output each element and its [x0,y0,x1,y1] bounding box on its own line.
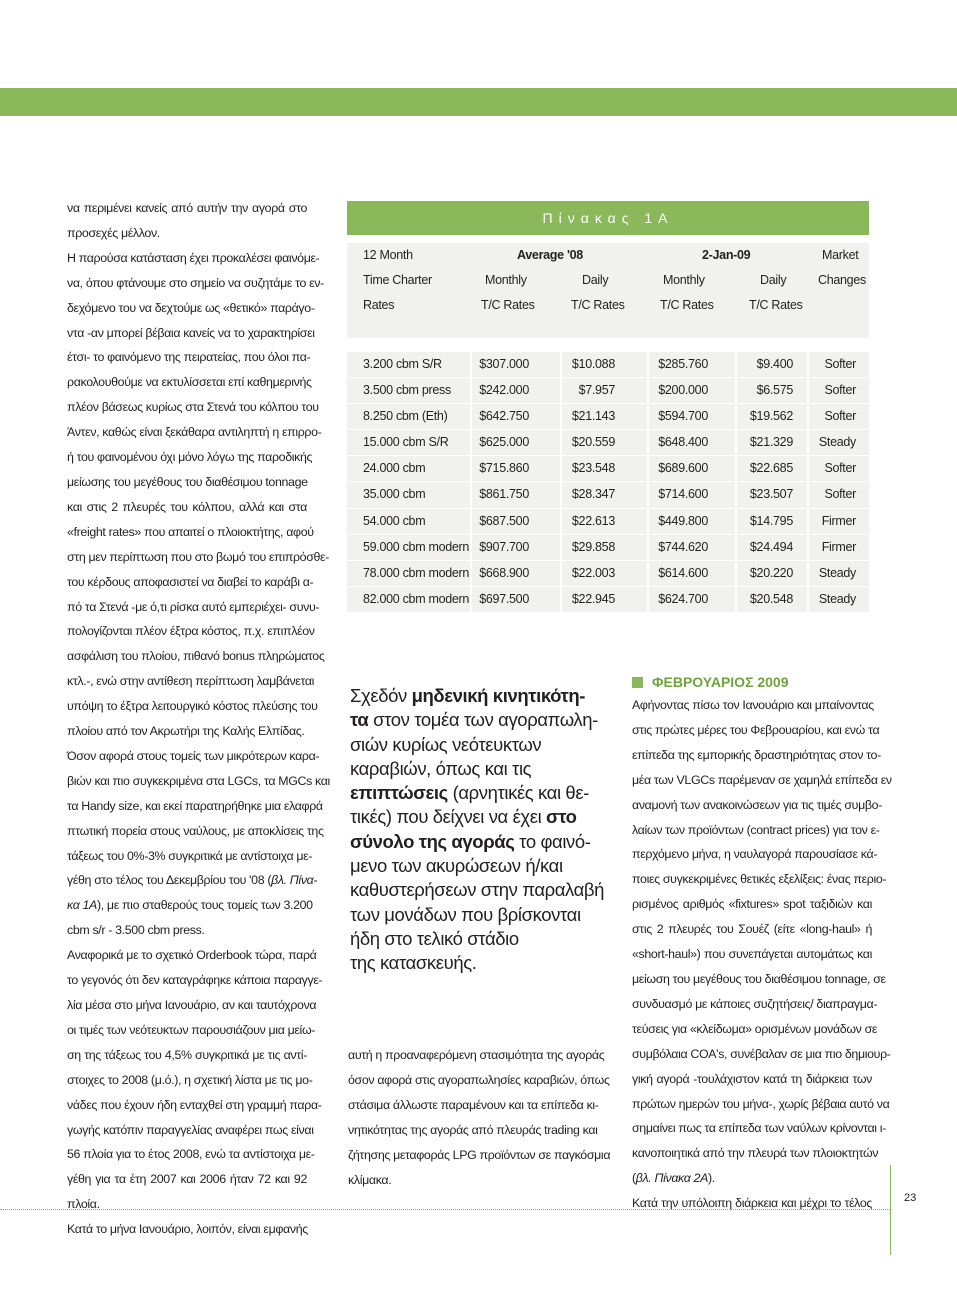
emphasis: μηδενική κινητικότη- [411,685,586,706]
pull-quote-line [350,805,600,829]
text-line: ποιες συγκεκριμένες θετικές εξελίξεις: ένας περιο- [632,872,887,887]
cell-avg-monthly: $307.000 [479,357,529,371]
cell-change: Softer [824,487,856,502]
text-line: λαίων των προϊόντων (contract prices) για τον ε- [632,822,880,837]
cell-jan-daily: $14.795 [749,513,793,528]
pull-quote-line [350,781,600,805]
italic-reference: βλ. Πίνα- [271,873,318,888]
text-fragment: των μονάδων που βρίσκονται [350,903,581,925]
text-line: ση της τάξεως του 4,5% συγκριτικά με τις αντί- [67,1047,307,1062]
cell-vessel: 78.000 cbm modern [363,565,470,580]
column-divider [560,352,562,612]
emphasis: τα [350,709,369,731]
cell-jan-monthly: $200.000 [658,383,708,398]
cell-avg-daily: $21.143 [571,409,615,424]
italic-reference: βλ. Πίνακα 2Α [635,1171,708,1186]
header-avg-monthly: Monthly [485,273,527,287]
text-line: «short-haul») που συνεπάγεται αυτομάτως και [632,947,872,962]
text-line: αναμονή των ανακοινώσεων για τις τιμές συμβο- [632,797,882,812]
text-line: κλίμακα. [348,1172,392,1187]
text-fragment: ( [632,1171,636,1186]
text-line: και στις 2 πλευρές του κόλπου, αλλά και στα [67,499,307,514]
pull-quote-line [350,684,600,708]
cell-avg-daily: $20.559 [571,435,615,450]
cell-jan-daily: $20.220 [749,565,793,580]
table-row [347,430,869,456]
cell-avg-daily: $23.548 [571,461,615,476]
text-line: στοιχες το 2008 (μ.ό.), η σχετική λίστα με τις μο- [67,1072,313,1087]
header-avg-monthly-tc: T/C Rates [481,298,535,312]
text-line: τάξεως του 0%-3% συγκριτικά με αντίστοιχα με- [67,848,313,863]
cell-jan-daily: $22.685 [749,461,793,476]
text-line [67,893,313,918]
cell-change: Softer [824,461,856,476]
text-line: συμβόλαια COA's, συνέβαλαν σε μια πιο δημιουρ- [632,1046,891,1061]
text-line [632,1166,872,1191]
text-fragment: το φαινό- [514,830,591,852]
cell-vessel: 59.000 cbm modern [363,539,470,554]
cell-change: Steady [818,591,856,606]
text-line: μείωση του μεγέθους του διαθέσιμου tonnage, σε [632,971,886,986]
text-line: το γεγονός ότι δεν καταγράφηκε κάποια παραγγε- [67,973,323,988]
header-col1-line2: Time Charter [363,273,432,287]
green-square-bullet [632,677,643,688]
text-line: όσον αφορά στις αγοραπωλησίες καραβιών, όπως [348,1072,610,1087]
text-line: ρισμένος αριθμός «fixtures» spot ταξιδιών και [632,897,872,912]
cell-avg-daily: $22.945 [571,591,615,606]
cell-vessel: 24.000 cbm [363,461,426,476]
text-line: ρακολουθούμε να εκτυλίσσεται επί καθημερινής [67,375,312,390]
cell-change: Softer [824,409,856,424]
cell-jan-daily: $23.507 [749,487,793,502]
column-divider [647,352,649,612]
cell-jan-daily: $20.548 [749,591,793,606]
emphasis: στο [546,806,577,828]
text-fragment: γέθη στο τέλος του Δεκεμβρίου του '08 ( [67,873,272,888]
text-fragment: Σχεδόν [350,685,412,706]
cell-avg-monthly: $242.000 [479,383,529,398]
header-jan-monthly: Monthly [663,273,705,287]
text-line: ντα -αν μπορεί βέβαια κανείς να το χαρακτηρίσει [67,325,315,340]
text-line: αυτή η προαναφερόμενη στασιμότητα της αγοράς [348,1048,605,1062]
right-text-column [632,693,892,1216]
text-line: βιών και πιο συγκεκριμένα στα LGCs, τα MGCs και [67,773,330,788]
cell-vessel: 15.000 cbm S/R [363,435,449,450]
table-row [347,509,869,535]
table-row [347,535,869,561]
cell-vessel: 8.250 cbm (Eth) [363,409,448,424]
text-line: πρώτων ημερών του μήνα-, χωρίς βέβαια αυτό να [632,1096,890,1111]
pull-quote-line [350,854,600,878]
text-line: Αναφορικά με το σχετικό Orderbook τώρα, παρά [67,948,317,963]
text-line: γωγής κατόπιν παραγγελίας αναφέρει πως είναι [67,1122,314,1137]
cell-change: Softer [824,357,856,371]
cell-jan-daily: $9.400 [756,357,793,371]
table-row [347,456,869,482]
header-market: Market [822,248,859,262]
cell-jan-monthly: $744.620 [658,539,708,554]
pull-quote-line [350,708,600,732]
text-line: πλοία. [67,1197,100,1212]
cell-vessel: 3.500 cbm press [363,383,451,398]
header-2-jan-09: 2-Jan-09 [702,248,751,262]
cell-vessel: 82.000 cbm modern [363,591,470,606]
text-line: τεύσεις για «κλείδωμα» ορισμένων μονάδων σε [632,1021,878,1036]
pull-quote-line [350,927,600,951]
text-line: γική αγορά -τουλάχιστον κατά τη διάρκεια των [632,1071,872,1086]
column-divider [470,352,472,612]
text-line: του κέρδους αποφασιστεί να διαβεί το καράβι α- [67,574,314,589]
left-text-column [67,196,330,1242]
text-fragment: ). [708,1171,715,1186]
text-line: στάσιμα άλλωστε παραμένουν και τα επίπεδα κι- [348,1097,599,1112]
cell-change: Softer [824,383,856,398]
text-fragment: σιών κυρίως νεότευκτων [350,733,542,755]
text-line: να περιμένει κανείς από αυτήν την αγορά στο [67,201,307,215]
text-line: νάδες που έχουν ήδη ενταχθεί στη γραμμή παρα- [67,1097,322,1112]
cell-change: Firmer [821,513,856,528]
header-jan-daily: Daily [760,273,787,287]
text-line: δεχόμενο του να δεχτούμε ως «θετικό» παράγο- [67,300,315,315]
cell-change: Firmer [821,539,856,554]
header-jan-daily-tc: T/C Rates [749,298,803,312]
text-line: πλοίου από τον Ακρωτήρι της Καλής Ελπίδας. [67,724,305,739]
cell-vessel: 3.200 cbm S/R [363,357,442,371]
pull-quote-line [350,878,605,902]
text-line: Κατά την υπόλοιπη διάρκεια και μέχρι το τέλος [632,1196,872,1211]
text-line: ζήτησης μεταφοράς LPG προϊόντων σε παγκόσμια [348,1147,611,1162]
cell-avg-monthly: $907.700 [479,539,529,554]
pull-quote [350,684,605,976]
cell-jan-monthly: $648.400 [658,435,708,450]
text-line: 56 πλοία για το έτος 2008, ενώ τα αντίστοιχα με- [67,1147,315,1162]
pull-quote-line [350,733,600,757]
cell-jan-monthly: $594.700 [658,409,708,424]
cell-change: Steady [818,565,856,580]
text-line: Άντεν, καθώς είναι ξεκάθαρα αντιληπτή η επιρρο- [67,425,322,440]
cell-change: Steady [818,435,856,450]
cell-jan-monthly: $624.700 [658,591,708,606]
text-line: γέθη για τα έτη 2007 και 2006 ήταν 72 και 92 [67,1172,307,1187]
table-row [347,561,869,587]
table-title: Πίνακας 1Α [347,201,869,235]
cell-avg-daily: $7.957 [578,383,615,398]
text-line: έτσι- το φαινόμενο της πειρατείας, που όλοι πα- [67,350,311,365]
text-line: «freight rates» που απαιτεί ο πλοιοκτήτης, αφού [67,524,314,539]
cell-vessel: 35.000 cbm [363,487,426,502]
cell-jan-monthly: $285.760 [658,357,708,371]
cell-vessel: 54.000 cbm [363,513,426,528]
cell-avg-monthly: $625.000 [479,435,529,450]
text-line: πολογίζονται πλέον έξτρα κόστος, π.χ. επιπλέον [67,624,315,639]
middle-text-column [348,1043,611,1192]
cell-avg-daily: $22.613 [571,513,615,528]
header-avg-daily: Daily [582,273,609,287]
text-line: τα Handy size, και εκεί παρατηρήθηκε μια ελαφρά [67,798,323,813]
cell-avg-monthly: $687.500 [479,513,529,528]
cell-jan-monthly: $714.600 [658,487,708,502]
text-line [67,868,318,893]
text-line: κανοποιητικά από την πλευρά των πλοιοκτητών [632,1146,879,1161]
text-fragment: στον τομέα των αγοραπωλη- [368,709,598,731]
text-line: πό τα Στενά -με ό,τι ρίσκα αυτό εμπεριέχει- συνυ- [67,599,320,614]
text-fragment: της κατασκευής. [350,952,477,974]
text-line: οι τιμές των νεότευκτων παρουσιάζουν μια μείω- [67,1022,316,1037]
cell-jan-daily: $19.562 [749,409,793,424]
header-col1-line3: Rates [363,298,395,312]
table-row [347,482,869,508]
section-heading-text: ΦΕΒΡΟΥΑΡΙΟΣ 2009 [652,674,789,690]
text-line: να, όπου φτάνουμε στο σημείο να συζητάμε το εν- [67,275,324,290]
text-fragment: τικές) που δείχνει να έχει [350,806,547,828]
header-jan-monthly-tc: T/C Rates [660,298,714,312]
italic-reference: κα 1Α [67,898,97,913]
table-body [347,352,869,613]
text-fragment: (αρνητικές και θε- [447,782,589,804]
text-line: στις 2 πλευρές του Σουέζ (είτε «long-haul» ή [632,922,872,937]
text-line: υπόψη το έξτρα λειτουργικό κόστος πλεύσης του [67,699,318,714]
text-line: προσεχές μέλλον. [67,225,160,240]
text-line: στη μεν περίπτωση που στο βωμό του επιπρόσθε- [67,549,330,564]
text-line: στις πρώτες μέρες του Φεβρουαρίου, και ενώ τα [632,722,880,737]
column-divider [735,352,737,612]
text-line: νητικότητας της αγοράς από πλευράς trading και [348,1122,598,1137]
table-row [347,352,869,378]
cell-jan-monthly: $689.600 [658,461,708,476]
pull-quote-line [350,951,600,975]
header-average-08: Average '08 [517,248,583,262]
cell-avg-monthly: $668.900 [479,565,529,580]
text-line: λία μέσα στο μήνα Ιανουάριο, αν και ταυτόχρονα [67,998,317,1012]
header-col1-line1: 12 Month [363,248,413,262]
text-line: επίπεδα της εμπορικής δραστηριότητας στον το- [632,747,881,762]
pull-quote-line [350,903,600,927]
text-fragment: ήδη στο τελικό στάδιο [350,927,519,949]
cell-avg-daily: $22.003 [571,565,615,580]
emphasis: σύνολο της αγοράς [350,830,515,852]
text-fragment: καραβιών, όπως και τις [350,757,532,779]
cell-avg-monthly: $697.500 [479,591,529,606]
cell-jan-monthly: $614.600 [658,565,708,580]
text-line: σημαίνει πως τα επίπεδα των ναύλων κρίνονται ι- [632,1121,886,1136]
page-number: 23 [904,1192,917,1204]
cell-jan-daily: $6.575 [756,383,793,398]
text-line: Όσον αφορά στους τομείς των μικρότερων καρα- [67,748,320,763]
pull-quote-line [350,830,600,854]
page-number-divider [890,1165,891,1255]
header-avg-daily-tc: T/C Rates [571,298,625,312]
text-fragment: ), με πιο σταθερούς τους τομείς των 3.200 [96,898,313,913]
cell-jan-daily: $21.329 [749,435,793,450]
column-divider [807,352,809,612]
text-line: Κατά το μήνα Ιανουάριο, λοιπόν, είναι εμφανής [67,1222,308,1237]
cell-avg-daily: $29.858 [571,539,615,554]
section-heading [632,672,789,692]
cell-avg-monthly: $715.860 [479,461,529,476]
cell-jan-monthly: $449.800 [658,513,708,528]
text-line: ασφάλιση του πλοίου, πιθανό bonus πληρώματος [67,649,325,664]
text-line: μέα των VLGCs παρέμεναν σε χαμηλά επίπεδα εν [632,772,892,787]
text-line: κτλ.-, ενώ στην αντίθεση περίπτωση λαμβάνεται [67,674,315,689]
text-fragment: μενο των ακυρώσεων ή/και [350,855,563,877]
cell-avg-daily: $28.347 [571,487,615,502]
table-row [347,404,869,430]
text-fragment: καθυστερήσεων στην παραλαβή [350,879,605,901]
text-line: πλέον βάσεως κυρίως στα Στενά του κόλπου του [67,400,319,415]
text-line: περχόμενο μήνα, η ναυλαγορά παρουσίασε κά- [632,847,878,862]
text-line: συνδυασμό με κάποιες συζητήσεις/ διαπραγμα- [632,996,878,1011]
cell-avg-monthly: $642.750 [479,409,529,424]
pull-quote-line [350,757,600,781]
text-line: πτωτική πορεία στους ναύλους, με αποκλίσεις της [67,823,324,838]
cell-avg-daily: $10.088 [571,357,615,371]
cell-avg-monthly: $861.750 [479,487,529,502]
bottom-dotted-rule [0,1209,890,1210]
text-line: Η παρούσα κατάσταση έχει προκαλέσει φαινόμε- [67,250,320,265]
emphasis: επιπτώσεις [350,782,448,804]
table-header [347,243,869,338]
text-line: μείωσης του μεγέθους του διαθέσιμου tonnage [67,474,308,489]
text-line: Αφήνοντας πίσω τον Ιανουάριο και μπαίνοντας [632,698,874,712]
text-line: ή του φαινομένου όχι μόνο λόγω της παροδικής [67,450,313,465]
top-color-band [0,88,957,116]
table-row [347,587,869,613]
header-changes: Changes [818,273,866,287]
text-line: cbm s/r - 3.500 cbm press. [67,923,205,938]
table-row [347,378,869,404]
cell-jan-daily: $24.494 [749,539,793,554]
